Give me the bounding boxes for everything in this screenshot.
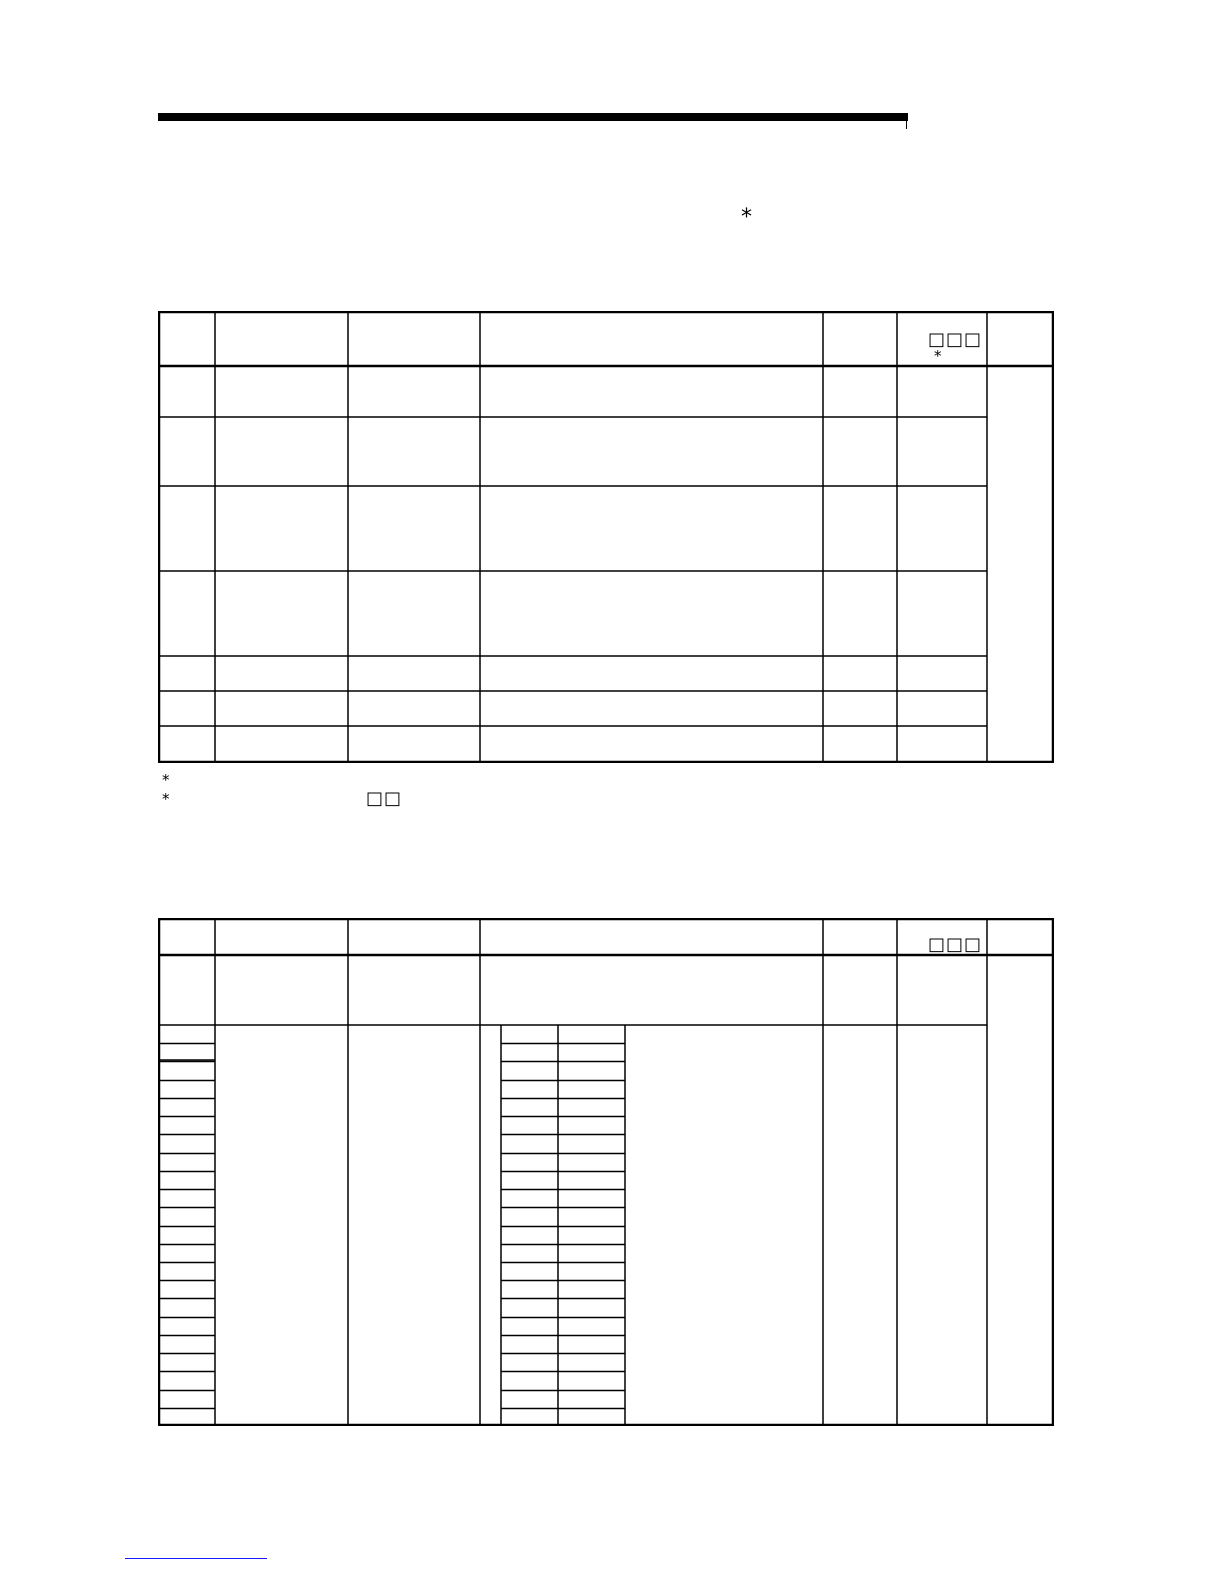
section-rule <box>158 113 908 121</box>
table-2 <box>158 918 1054 1426</box>
section-rule-tick <box>906 121 907 129</box>
footnote-2-mark: * <box>162 790 170 808</box>
table-1-header-squares: □□□ <box>928 329 983 350</box>
footnote-1-mark: * <box>162 771 170 789</box>
table-1 <box>158 311 1054 763</box>
footnote-2-squares: □□ <box>366 788 403 809</box>
table-1-header-asterisk: * <box>934 347 942 365</box>
table-1-grid <box>158 311 1054 763</box>
table-1-border <box>159 312 1053 762</box>
table-2-header-squares: □□□ <box>928 934 983 955</box>
table-2-grid <box>158 918 1054 1426</box>
footer-link-underline <box>125 1558 267 1559</box>
intro-footnote-asterisk: * <box>741 205 752 230</box>
